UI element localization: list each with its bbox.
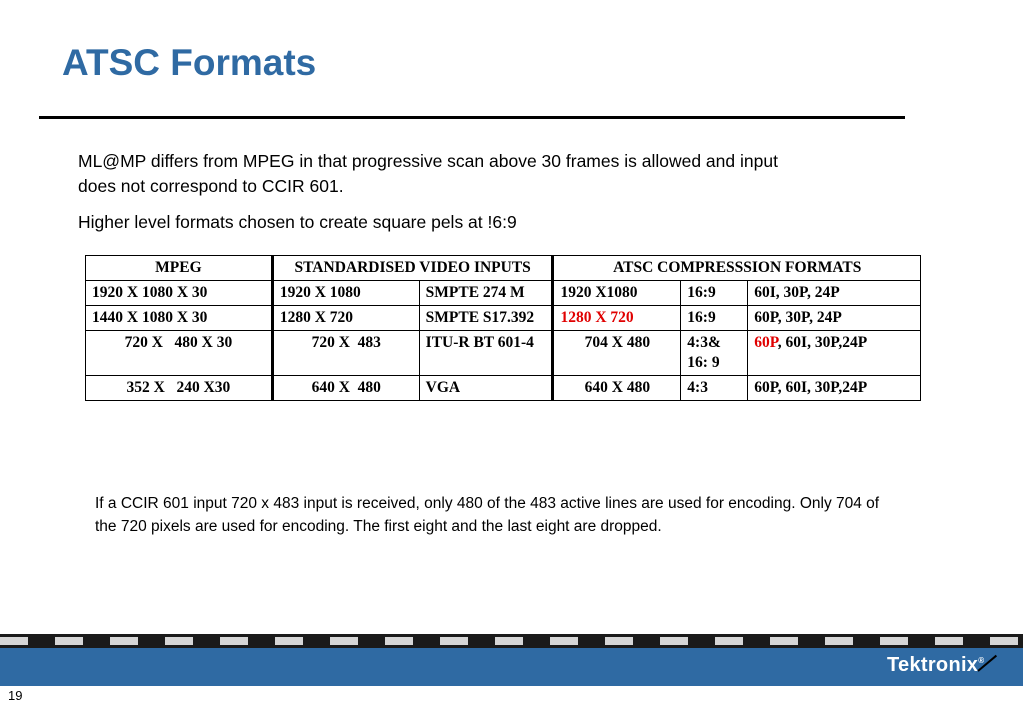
header-standardised-inputs: STANDARDISED VIDEO INPUTS	[272, 256, 553, 281]
cell-rates	[748, 331, 921, 376]
cell-mpeg: 352 X 240 X30	[86, 376, 273, 401]
cell-input-size: 1920 X 1080	[272, 281, 419, 306]
footer-band	[0, 648, 1023, 686]
cell-aspect: 16:9	[681, 281, 748, 306]
cell-input-size: 720 X 483	[272, 331, 419, 376]
registered-mark: ®	[978, 656, 985, 665]
cell-input-standard: SMPTE S17.392	[419, 306, 553, 331]
rates-highlight: 60P	[754, 334, 778, 351]
table-row	[86, 331, 921, 376]
ccir-601-note: If a CCIR 601 input 720 x 483 input is received, only 480 of the 483 active lines are used for encoding. Only 704 of the 720 pixels are used for encoding. The first eight and the last eight are dropped.	[95, 495, 880, 535]
atsc-formats-table	[85, 255, 921, 401]
cell-aspect: 4:3& 16: 9	[681, 331, 748, 376]
cell-atsc-size: 1920 X1080	[553, 281, 681, 306]
square-pels-paragraph: Higher level formats chosen to create square pels at !6:9	[78, 212, 517, 232]
table-row	[86, 306, 921, 331]
table-row	[86, 376, 921, 401]
cell-rates: 60P, 30P, 24P	[748, 306, 921, 331]
rates-rest: , 60I, 30P,24P	[777, 334, 868, 351]
cell-atsc-size: 704 X 480	[553, 331, 681, 376]
cell-aspect: 4:3	[681, 376, 748, 401]
cell-mpeg: 1920 X 1080 X 30	[86, 281, 273, 306]
slide-number: 19	[8, 688, 23, 703]
cell-atsc-size: 640 X 480	[553, 376, 681, 401]
brand-name: Tektronix	[887, 654, 979, 676]
cell-input-standard: ITU-R BT 601-4	[419, 331, 553, 376]
title-divider	[39, 116, 905, 119]
cell-input-size: 640 X 480	[272, 376, 419, 401]
cell-input-size: 1280 X 720	[272, 306, 419, 331]
cell-mpeg: 1440 X 1080 X 30	[86, 306, 273, 331]
cell-aspect: 16:9	[681, 306, 748, 331]
cell-rates: 60P, 60I, 30P,24P	[748, 376, 921, 401]
intro-paragraph: ML@MP differs from MPEG in that progressive scan above 30 frames is allowed and input does not correspond to CCIR 601.	[78, 151, 778, 196]
header-atsc-formats: ATSC COMPRESSSION FORMATS	[553, 256, 921, 281]
table-row	[86, 281, 921, 306]
cell-input-standard: VGA	[419, 376, 553, 401]
cell-atsc-size-highlight: 1280 X 720	[553, 306, 681, 331]
footer-checker-strip	[0, 634, 1023, 648]
header-mpeg: MPEG	[86, 256, 273, 281]
cell-mpeg: 720 X 480 X 30	[86, 331, 273, 376]
cell-input-standard: SMPTE 274 M	[419, 281, 553, 306]
cell-rates: 60I, 30P, 24P	[748, 281, 921, 306]
table-header-row	[86, 256, 921, 281]
tektronix-logo	[887, 654, 984, 677]
slide-title: ATSC Formats	[62, 42, 317, 83]
